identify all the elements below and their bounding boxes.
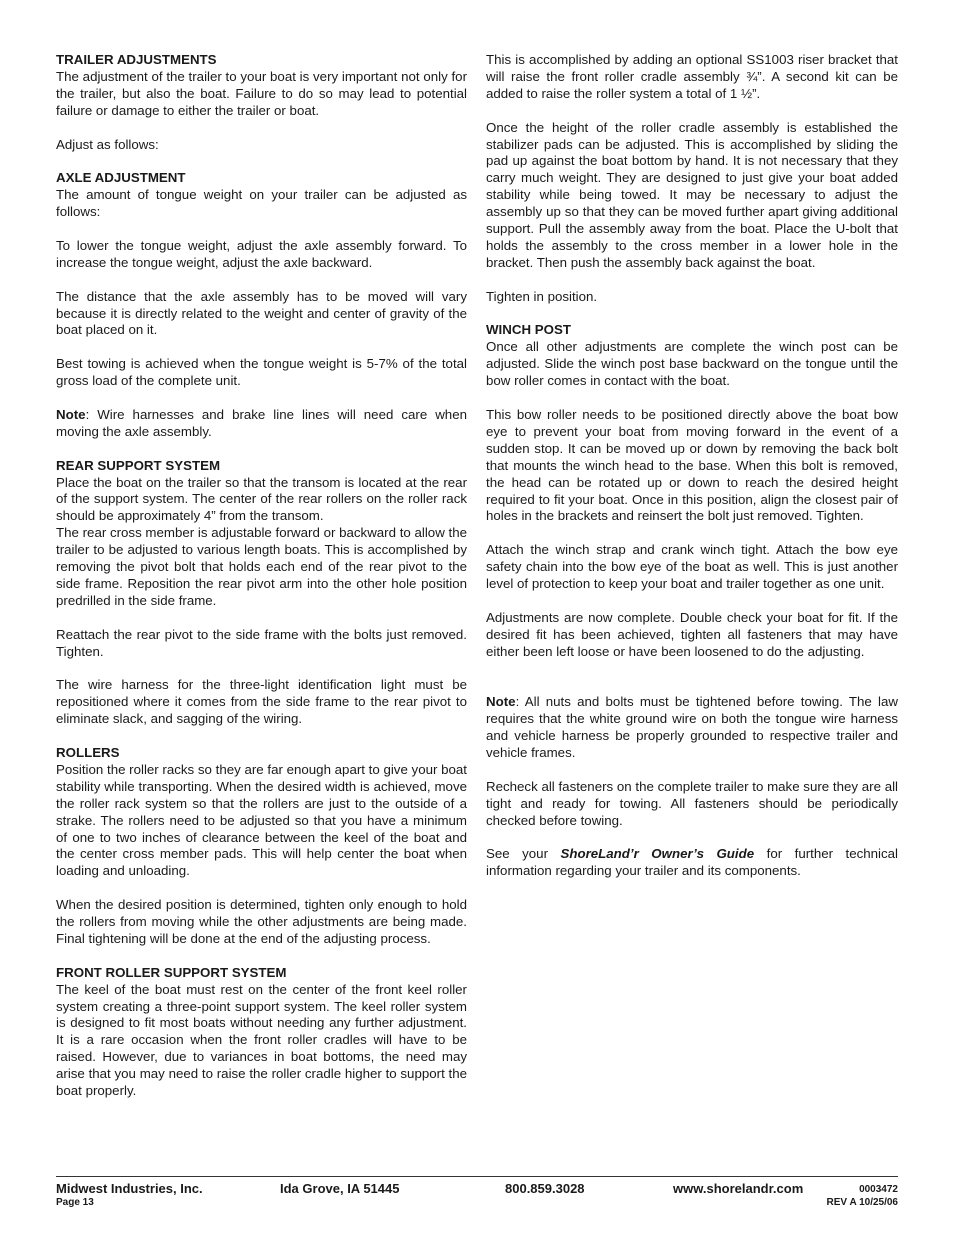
winch-paragraph-2: This bow roller needs to be positioned directly above the boat bow eye to prevent your boat from moving forward in the event of a sudden stop. It can be moved up or down by removing the back bolt that mounts the winch head to the base. When this bolt is removed, the head can be rotated up or down to reach the desired height required to fit your boat. Once in this position, align the closest pair of holes in the brackets and reinsert the bolt just removed. Tighten. — [486, 406, 898, 524]
footer-company: Midwest Industries, Inc. — [56, 1181, 203, 1196]
footer-doc-number: 0003472 — [859, 1184, 898, 1195]
front-roller-paragraph: The keel of the boat must rest on the center of the front keel roller system creating a three-point support system. The keel roller system is designed to fit most boats without needing any further adjustment. It is a rare occasion when the front roller cradles will have to be raised. However, due to variances in boat bottoms, the need may arise that you may need to raise the roller cradle higher to support the boat properly. — [56, 981, 467, 1099]
rollers-heading: ROLLERS — [56, 745, 120, 760]
rear-support-paragraph-4: The wire harness for the three-light identification light must be repositioned where it comes from the side frame to the rear pivot to eliminate slack, and sagging of the wiring. — [56, 677, 467, 727]
footer-city: Ida Grove, IA 51445 — [280, 1181, 400, 1196]
winch-paragraph-3: Attach the winch strap and crank winch tight. Attach the bow eye safety chain into the bow eye of the boat as well. This is just another level of protection to keep your boat and trailer together as one unit. — [486, 542, 898, 592]
see-prefix: See your — [486, 846, 561, 862]
axle-paragraph-3: The distance that the axle assembly has to be moved will vary because it is directly related to the weight and center of gravity of the boat placed on it. — [56, 288, 467, 338]
footer-website: www.shorelandr.com — [673, 1181, 804, 1196]
winch-paragraph-1: Once all other adjustments are complete the winch post can be adjusted. Slide the winch post base backward on the tongue until the bow roller comes in contact with the boat. — [486, 339, 898, 389]
front-roller-heading: FRONT ROLLER SUPPORT SYSTEM — [56, 964, 287, 980]
towing-note-label: Note — [486, 694, 516, 710]
axle-note-text: : Wire harnesses and brake line lines will need care when moving the axle assembly. — [56, 406, 467, 439]
left-column — [56, 52, 467, 1117]
axle-paragraph-2: To lower the tongue weight, adjust the axle assembly forward. To increase the tongue weight, adjust the axle backward. — [56, 237, 467, 270]
stabilizer-pads-paragraph: Once the height of the roller cradle assembly is established the stabilizer pads can be adjusted. This is accomplished by sliding the pad up against the boat bottom by hand. It is not necessary that they carry much weight. They are designed to just give your boat added stability while being towed. It may be necessary to adjust the assembly up so that they can be moved further apart giving additional support. Pull the assembly away from the boat. Place the U-bolt that holds the assembly to the cross member in a lower hole in the bracket. Then push the assembly back against the boat. — [486, 119, 898, 270]
footer-revision: REV A 10/25/06 — [826, 1197, 898, 1208]
riser-bracket-paragraph: This is accomplished by adding an optional SS1003 riser bracket that will raise the front roller cradle assembly ¾”. A second kit can be added to raise the roller system a total of 1 ½”. — [486, 52, 898, 101]
see-suffix: for further technical information regarding your trailer and its components. — [486, 846, 899, 879]
rear-support-paragraph-2: The rear cross member is adjustable forward or backward to allow the trailer to be adjusted to various length boats. This is accomplished by removing the pivot bolt that holds each end of the rear pivot to the side frame. Reposition the rear pivot arm into the other hole position predrilled in the side frame. — [56, 525, 467, 608]
rollers-paragraph-1: Position the roller racks so they are far enough apart to give your boat stability while transporting. When the desired width is achieved, move the roller rack system so that the rollers are just to the outside of a strake. The rollers need to be adjusted so that you have a minimum of one to two inches of clearance between the keel of the boat and the center cross member pads. This will help center the boat when loading and unloading. — [56, 761, 467, 879]
rollers-paragraph-2: When the desired position is determined, tighten only enough to hold the rollers from moving while the other adjustments are being made. Final tightening will be done at the end of the adjusting process. — [56, 897, 467, 946]
recheck-fasteners-paragraph: Recheck all fasteners on the complete trailer to make sure they are all tight and ready for towing. All fasteners should be periodically checked before towing. — [486, 778, 898, 828]
axle-paragraph-4: Best towing is achieved when the tongue weight is 5-7% of the total gross load of the complete unit. — [56, 356, 467, 389]
trailer-adjustments-heading: TRAILER ADJUSTMENTS — [56, 52, 217, 67]
owners-guide-title: ShoreLand’r Owner’s Guide — [560, 846, 755, 862]
rear-support-heading: REAR SUPPORT SYSTEM — [56, 457, 221, 473]
tighten-in-position-text: Tighten in position. — [486, 288, 598, 304]
rear-support-paragraph-3: Reattach the rear pivot to the side frame with the bolts just removed. Tighten. — [56, 626, 467, 659]
axle-adjustment-heading: AXLE ADJUSTMENT — [56, 170, 186, 186]
owners-guide-reference — [486, 846, 898, 880]
winch-paragraph-4: Adjustments are now complete. Double check your boat for fit. If the desired fit has been achieved, tighten all fasteners that may have either been left loose or have been loosened to do the adjusting. — [486, 609, 898, 659]
footer-divider — [56, 1176, 898, 1177]
axle-note — [56, 407, 467, 441]
rear-support-paragraph-1: Place the boat on the trailer so that the transom is located at the rear of the support system. The center of the rear rollers on the roller rack should be approximately 4” from the transom. — [56, 474, 467, 524]
footer-page-number: Page 13 — [56, 1197, 94, 1208]
axle-note-label: Note — [56, 406, 86, 422]
towing-note — [486, 694, 898, 762]
towing-note-text: : All nuts and bolts must be tightened before towing. The law requires that the white ground wire on both the tongue wire harness and vehicle harness be properly grounded to respective trailer and vehicle frames. — [486, 694, 898, 761]
adjust-as-follows-text: Adjust as follows: — [56, 136, 159, 152]
winch-post-heading: WINCH POST — [486, 322, 571, 338]
axle-paragraph-1: The amount of tongue weight on your trailer can be adjusted as follows: — [56, 187, 467, 220]
right-column — [486, 52, 898, 897]
trailer-adjustments-paragraph: The adjustment of the trailer to your boat is very important not only for the trailer, but also the boat. Failure to do so may lead to potential failure or damage to either the trailer or boat. — [56, 68, 467, 118]
footer-phone: 800.859.3028 — [505, 1181, 585, 1196]
